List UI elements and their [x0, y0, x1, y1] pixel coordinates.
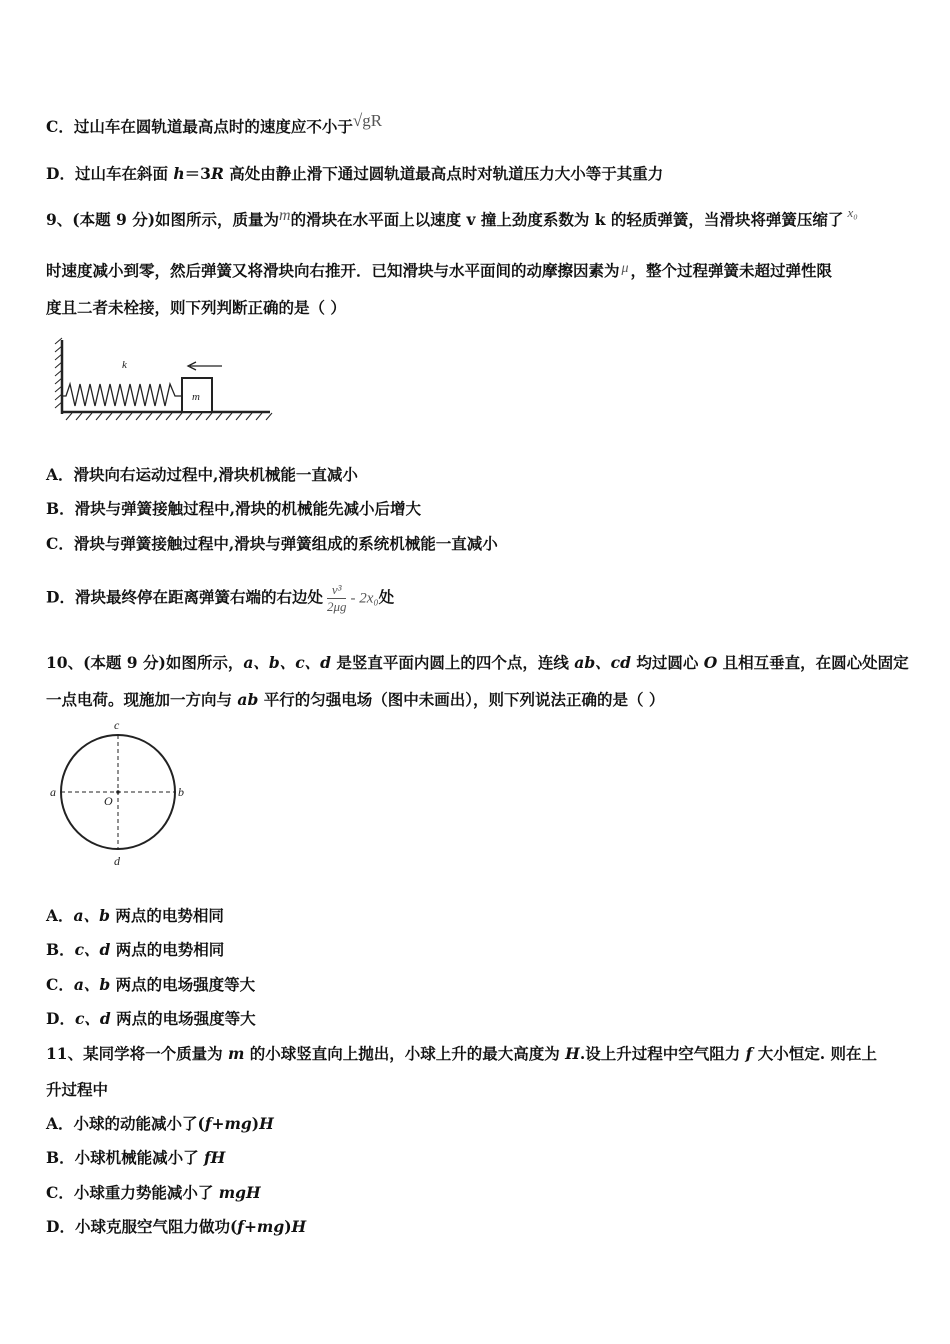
- point-a-label: a: [50, 785, 56, 799]
- q10-option-a: A．a、b 两点的电势相同: [46, 906, 224, 925]
- sqrt-gr-formula: √gR: [352, 111, 383, 130]
- point-b-label: b: [178, 785, 184, 799]
- point-c-label: c: [114, 718, 120, 732]
- q11-option-d: D．小球克服空气阻力做功(f+mg)H: [46, 1217, 307, 1236]
- center-point: [116, 790, 120, 794]
- q9-stem-line3: 度且二者未栓接，则下列判断正确的是（ ）: [46, 298, 346, 317]
- q9-option-d: D．滑块最终停在距离弹簧右端的右边处 $\frac{\text{v³}}{2\mu g}$ - 2x₀处: [46, 582, 395, 614]
- point-d-label: d: [114, 854, 120, 868]
- center-label: O: [104, 794, 113, 808]
- q10-option-c: C．a、b 两点的电场强度等大: [46, 975, 256, 994]
- q10-option-b: B．c、d 两点的电势相同: [46, 940, 225, 959]
- spring: [62, 384, 182, 406]
- q10-stem-line1: 10、(本题 9 分)如图所示，a、b、c、d 是竖直平面内圆上的四个点，连线 ab、cd 均过圆心 O 且相互垂直，在圆心处固定: [46, 653, 909, 672]
- q8-option-d: D．过山车在斜面 h＝3R 高处由静止滑下通过圆轨道最高点时对轨道压力大小等于其重力: [46, 164, 664, 183]
- floor-hatch: [66, 413, 272, 420]
- spring-block-figure: [52, 334, 274, 426]
- q11-option-b: B．小球机械能减小了 fH: [46, 1148, 226, 1167]
- spring-label: k: [122, 359, 127, 371]
- q9-option-c: C．滑块与弹簧接触过程中,滑块与弹簧组成的系统机械能一直减小: [46, 534, 498, 553]
- q11-option-a: A．小球的动能减小了(f+mg)H: [46, 1114, 274, 1133]
- q9-option-a: A．滑块向右运动过程中,滑块机械能一直减小: [46, 465, 358, 484]
- q9-stem-line1: 9、(本题 9 分)如图所示，质量为m的滑块在水平面上以速度 v 撞上劲度系数为 k 的轻质弹簧，当滑块将弹簧压缩了 $^{x_0}$: [46, 205, 858, 229]
- q10-stem-line2: 一点电荷。现施加一方向与 ab 平行的匀强电场（图中未画出），则下列说法正确的是（ ）: [46, 690, 665, 709]
- q11-option-c: C．小球重力势能减小了 mgH: [46, 1183, 261, 1202]
- q8-option-c: C．过山车在圆轨道最高点时的速度应不小于√gR: [46, 111, 383, 136]
- q11-stem-line2: 升过程中: [46, 1080, 109, 1099]
- fraction: $\frac{\text{v³}}{2\mu g}$: [326, 582, 347, 614]
- q9-option-b: B．滑块与弹簧接触过程中,滑块的机械能先减小后增大: [46, 499, 421, 518]
- block-label: m: [192, 391, 200, 403]
- q11-stem-line1: 11、某同学将一个质量为 m 的小球竖直向上抛出，小球上升的最大高度为 H.设上升过程中空气阻力 f 大小恒定. 则在上: [46, 1044, 877, 1063]
- circle-figure: [44, 716, 194, 870]
- q10-option-d: D．c、d 两点的电场强度等大: [46, 1009, 256, 1028]
- q9-stem-line2: 时速度减小到零，然后弹簧又将滑块向右推开．已知滑块与水平面间的动摩擦因素为 μ ，整个过程弹簧未超过弹性限: [46, 261, 833, 280]
